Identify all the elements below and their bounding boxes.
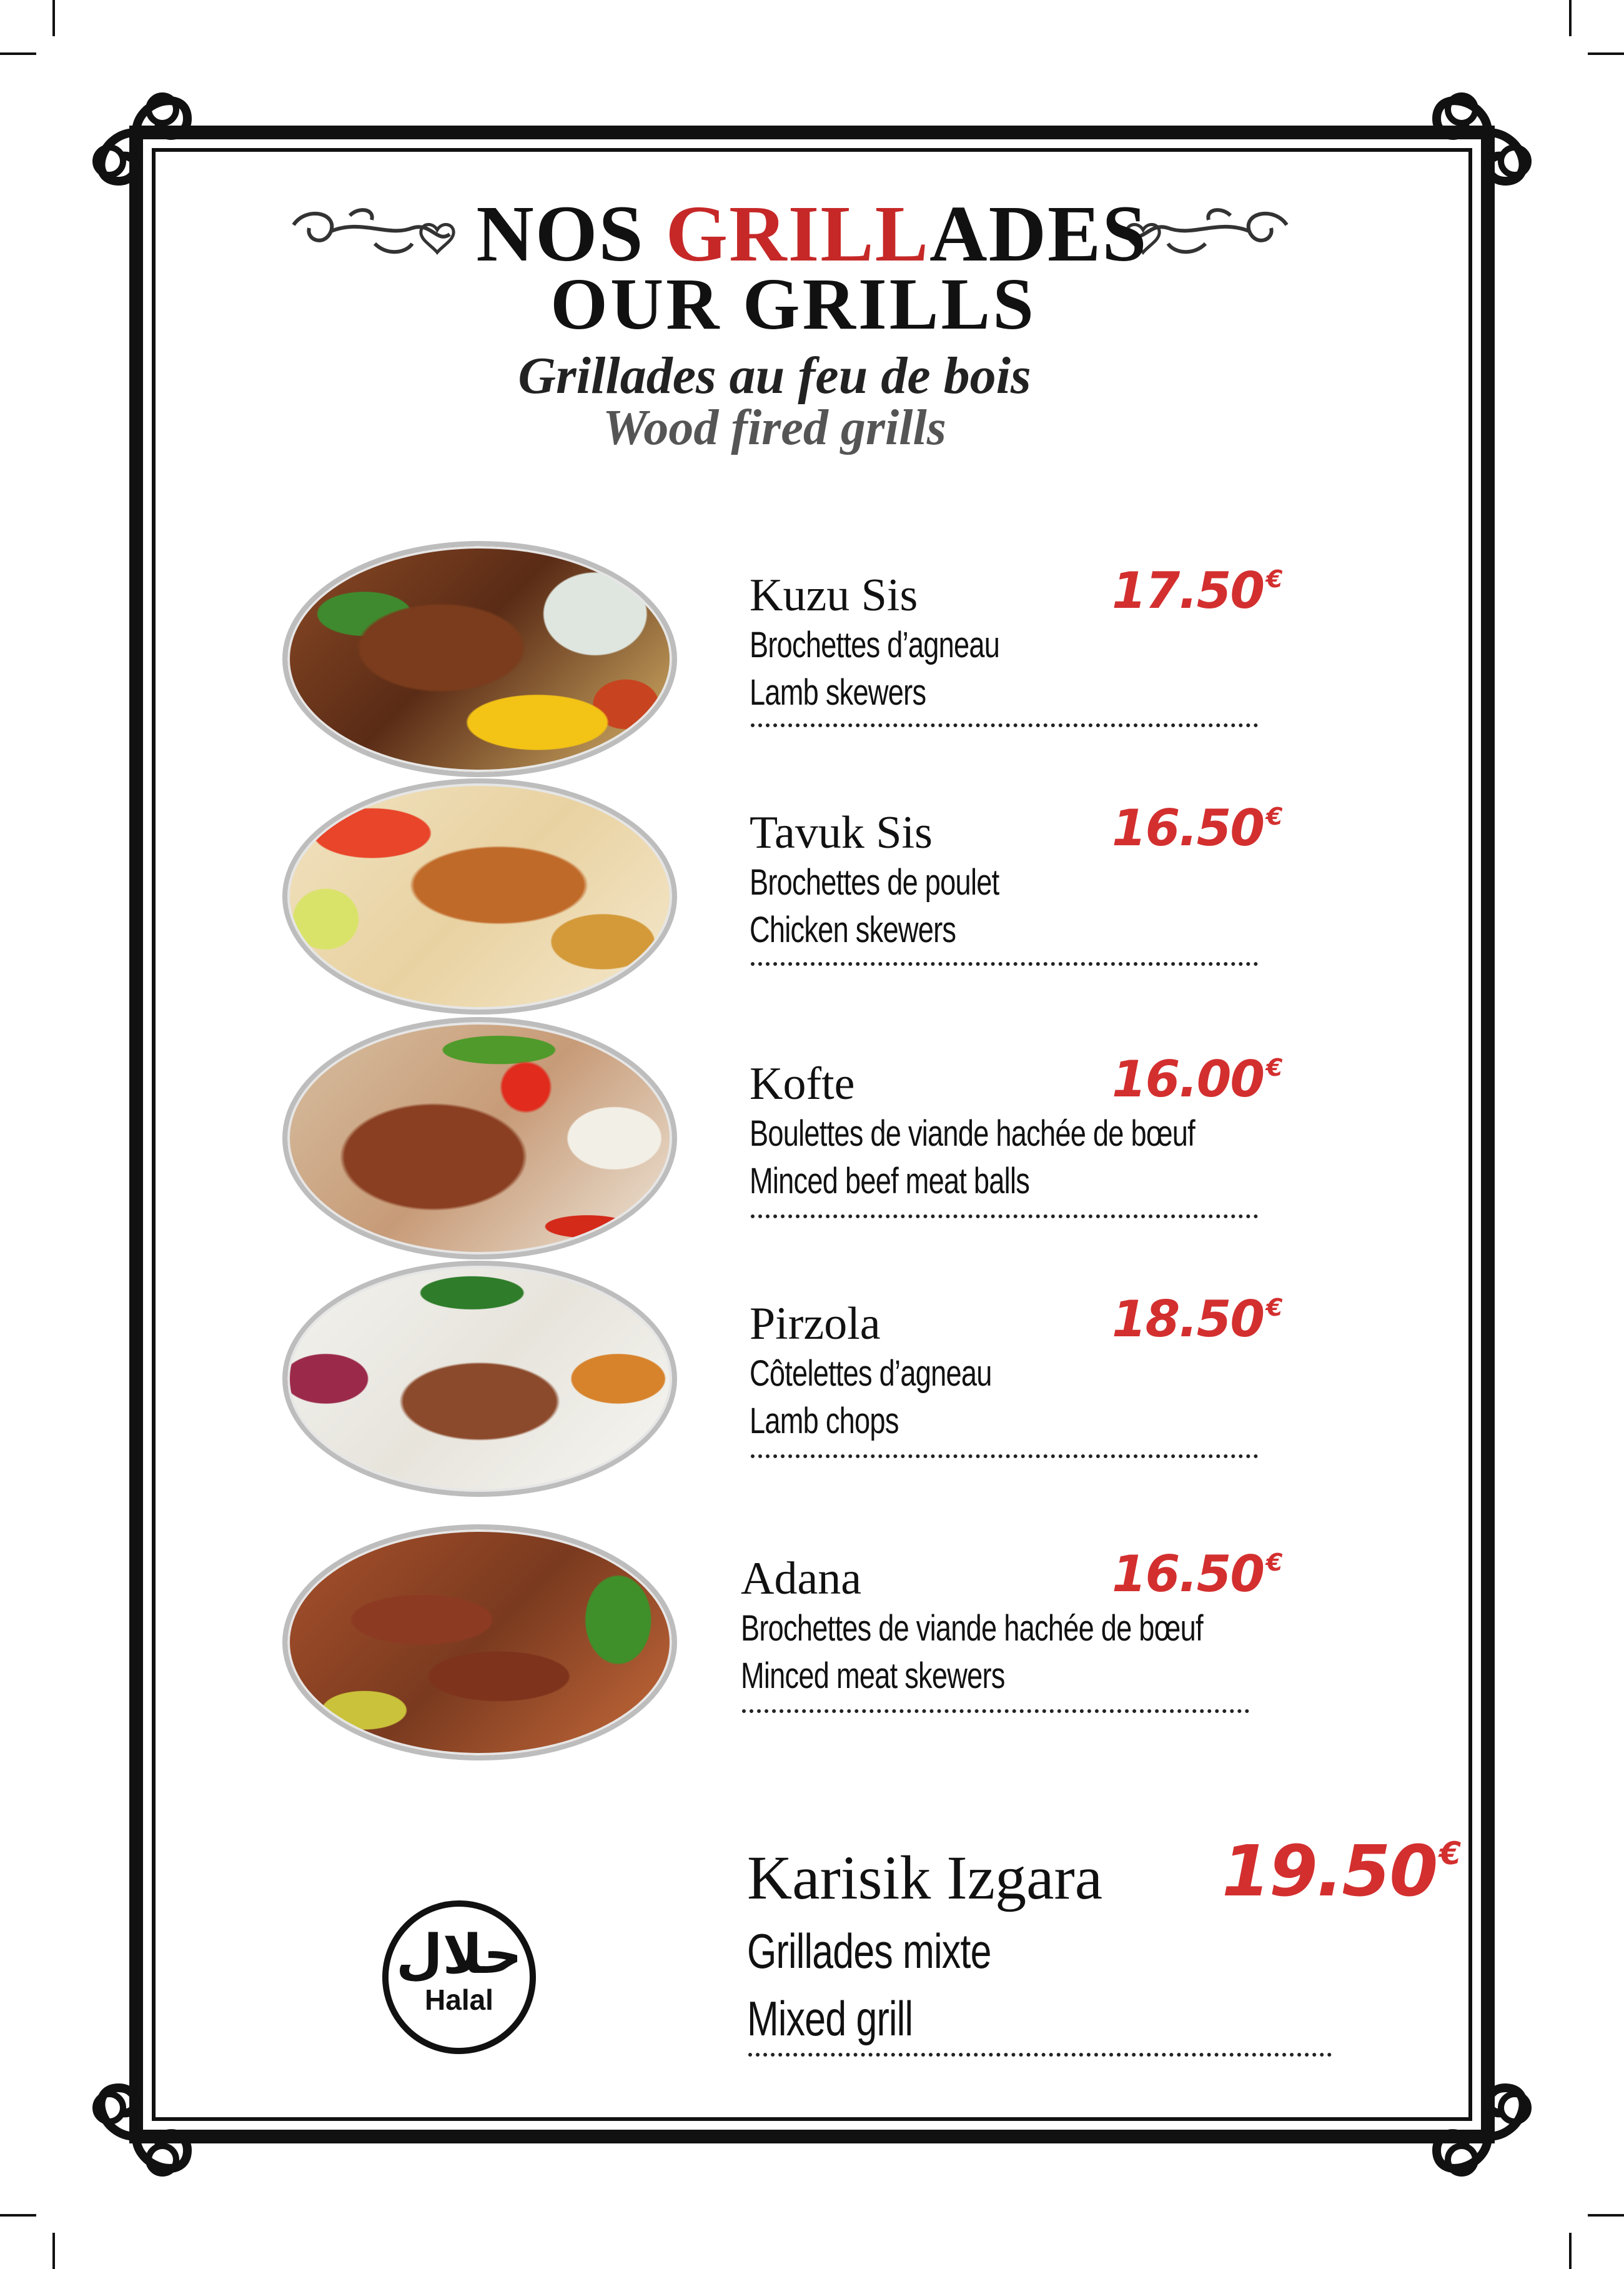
leader-dots: [751, 723, 1258, 727]
item-desc-fr: Brochettes de poulet: [750, 862, 999, 903]
price-value: 17.50: [1112, 562, 1264, 620]
menu-item-adana: [741, 1545, 1282, 1718]
menu-item-kuzu-sis: [750, 562, 1287, 735]
currency-symbol: €: [1266, 1294, 1282, 1321]
halal-logo-icon: [382, 1900, 536, 2054]
lamb-chops-image: [282, 1261, 677, 1497]
item-price: [1112, 1050, 1282, 1108]
currency-symbol: €: [1439, 1835, 1460, 1872]
item-desc-fr: Brochettes d’agneau: [750, 625, 1000, 665]
item-name: Karisik Izgara: [747, 1843, 1103, 1912]
item-desc-en: Lamb chops: [750, 1401, 899, 1441]
menu-item-karisik-izgara: [747, 1831, 1460, 2072]
item-name: Kuzu Sis: [750, 570, 918, 621]
subtitle-english: Wood fired grills: [603, 400, 946, 455]
leader-dots: [751, 1214, 1258, 1218]
item-desc-en: Chicken skewers: [750, 910, 956, 950]
price-value: 16.50: [1112, 1545, 1264, 1603]
leader-dots: [751, 962, 1258, 966]
page-title: [0, 189, 1624, 278]
chicken-skewers-image: [282, 778, 677, 1015]
menu-item-kofte: [750, 1050, 1287, 1223]
price-value: 16.50: [1112, 799, 1264, 857]
page-title-english: OUR GRILLS: [550, 263, 1036, 345]
currency-symbol: €: [1266, 803, 1282, 830]
item-desc-en: Mixed grill: [747, 1991, 913, 2046]
price-value: 19.50: [1222, 1831, 1437, 1912]
item-price: [1112, 1545, 1282, 1603]
title-accent: GRILL: [665, 189, 930, 278]
item-name: Kofte: [750, 1058, 855, 1110]
leader-dots: [748, 2053, 1332, 2057]
leader-dots: [751, 1454, 1258, 1458]
item-price: [1112, 799, 1282, 857]
currency-symbol: €: [1266, 1054, 1282, 1081]
item-desc-en: Minced beef meat balls: [750, 1161, 1030, 1201]
item-desc-fr: Brochettes de viande hachée de bœuf: [741, 1608, 1203, 1649]
item-desc-fr: Boulettes de viande hachée de bœuf: [750, 1113, 1195, 1154]
item-desc-en: Lamb skewers: [750, 672, 926, 713]
subtitle-french: Grillades au feu de bois: [518, 347, 1031, 405]
item-price: [1112, 1290, 1282, 1348]
lamb-skewers-image: [282, 541, 677, 777]
title-part-2: ADES: [929, 189, 1148, 278]
item-desc-en: Minced meat skewers: [741, 1656, 1005, 1696]
price-value: 18.50: [1112, 1290, 1264, 1348]
price-value: 16.00: [1112, 1050, 1264, 1108]
kofte-image: [282, 1017, 677, 1259]
item-desc-fr: Côtelettes d’agneau: [750, 1353, 992, 1394]
item-name: Adana: [741, 1553, 862, 1604]
menu-item-tavuk-sis: [750, 799, 1287, 972]
item-price: [1112, 562, 1282, 620]
currency-symbol: €: [1266, 1549, 1282, 1576]
title-part-1: NOS: [476, 189, 666, 278]
adana-kebab-image: [282, 1524, 677, 1760]
item-desc-fr: Grillades mixte: [747, 1924, 991, 1979]
item-price: [1222, 1831, 1460, 1912]
item-name: Tavuk Sis: [750, 807, 933, 858]
menu-item-pirzola: [750, 1290, 1287, 1463]
leader-dots: [742, 1709, 1249, 1713]
halal-arabic-text: حلال: [396, 1924, 522, 1986]
item-name: Pirzola: [750, 1298, 881, 1349]
halal-label: Halal: [425, 1984, 493, 2016]
currency-symbol: €: [1266, 565, 1282, 593]
